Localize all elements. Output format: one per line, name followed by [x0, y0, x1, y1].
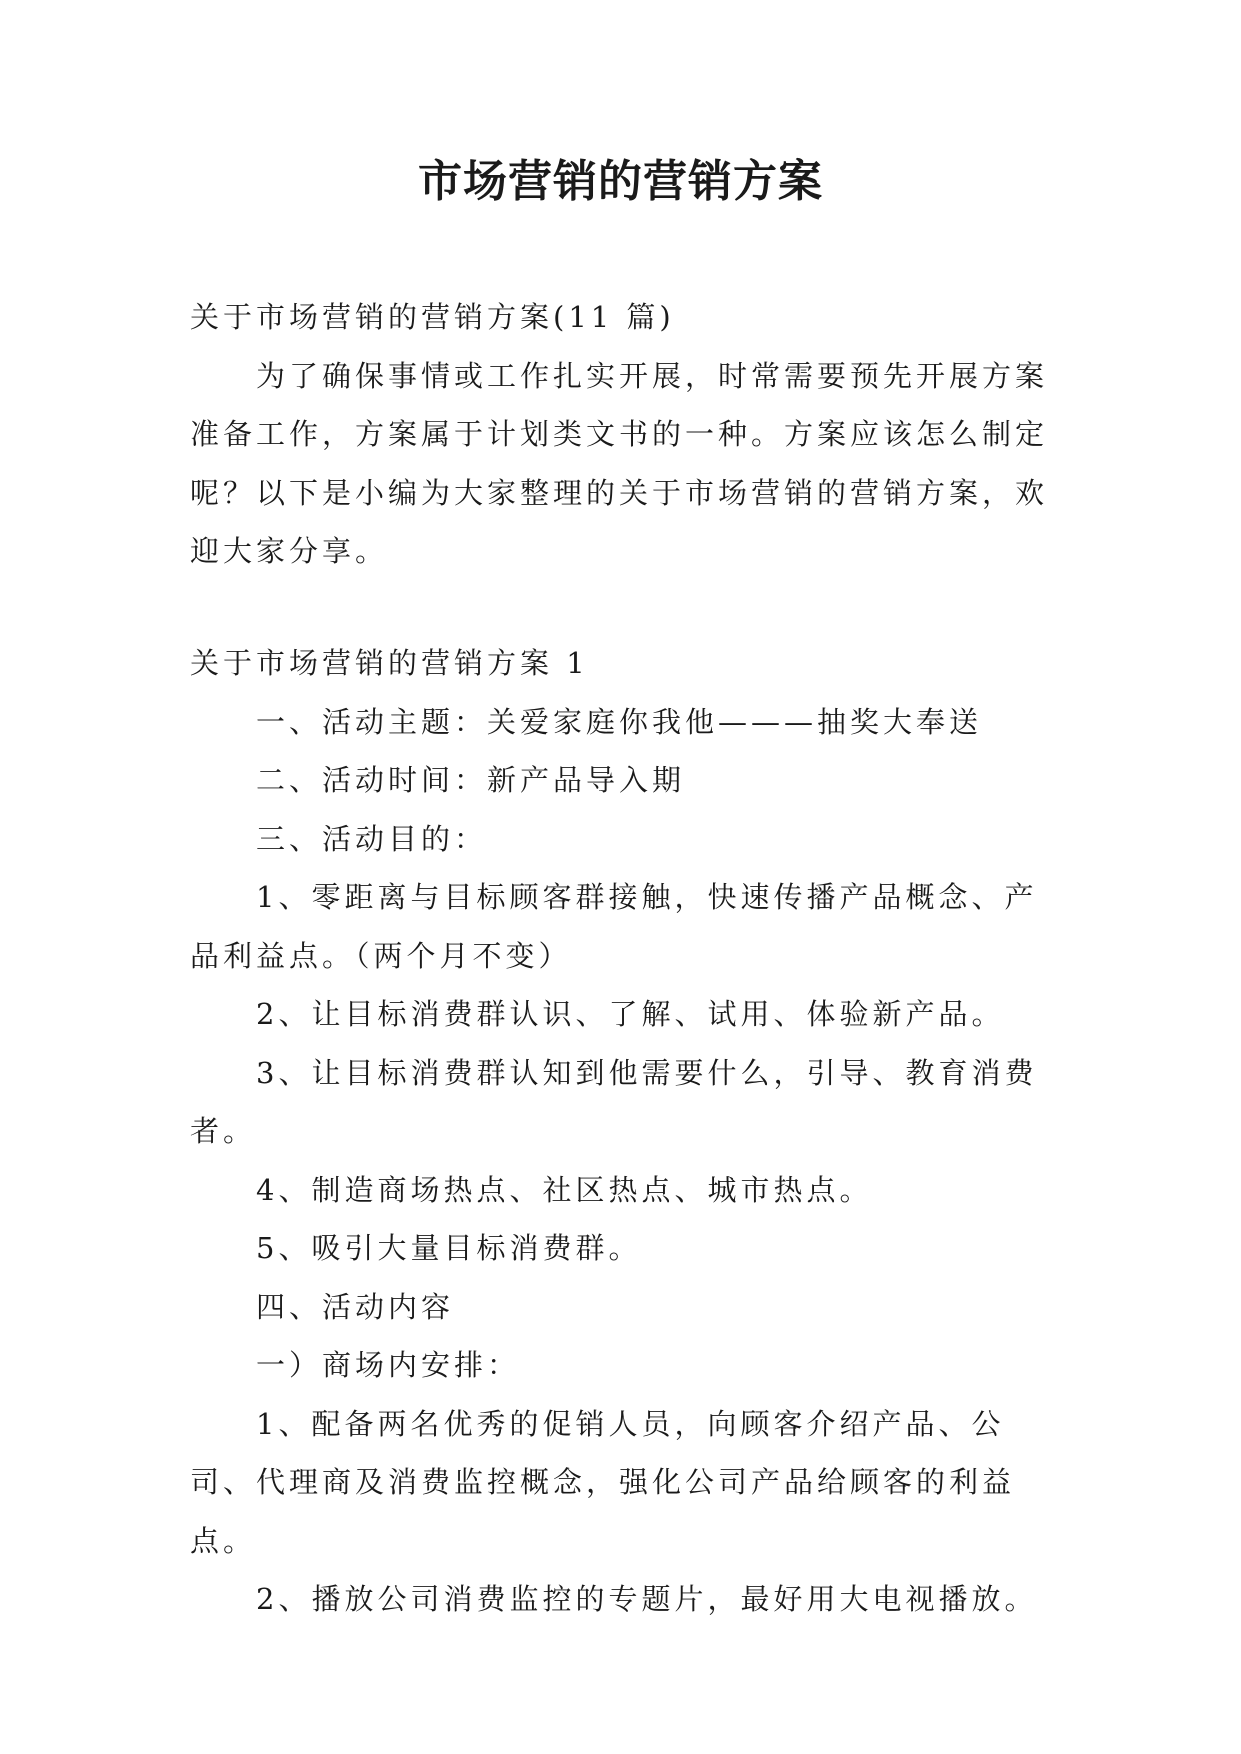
paragraph: 三、活动目的： [256, 821, 488, 856]
paragraph: 3、让目标消费群认知到他需要什么，引导、教育消费者。 [190, 1055, 1038, 1148]
section-heading: 关于市场营销的营销方案 1 [190, 646, 589, 680]
paragraph: 一）商场内安排： [256, 1348, 521, 1382]
paragraph: 二、活动时间：新产品导入期 [256, 763, 686, 797]
section-1 [190, 634, 1060, 1629]
document-title: 市场营销的营销方案 [418, 156, 823, 207]
intro-paragraph: 为了确保事情或工作扎实开展，时常需要预先开展方案准备工作，方案属于计划类文书的一种。方案应该怎么制定呢？以下是小编为大家整理的关于市场营销的营销方案，欢迎大家分享。 [190, 358, 1049, 568]
paragraph: 5、吸引大量目标消费群。 [256, 1231, 642, 1265]
paragraph: 2、让目标消费群认识、了解、试用、体验新产品。 [256, 997, 1005, 1031]
intro-heading: 关于市场营销的营销方案(11 篇) [190, 300, 675, 334]
paragraph: 1、配备两名优秀的促销人员，向顾客介绍产品、公司、代理商及消费监控概念，强化公司产品给顾客的利益点。 [190, 1406, 1016, 1558]
paragraph: 一、活动主题：关爱家庭你我他———抽奖大奉送 [256, 704, 983, 739]
paragraph: 4、制造商场热点、社区热点、城市热点。 [256, 1172, 873, 1207]
paragraph: 1、零距离与目标顾客群接触，快速传播产品概念、产品利益点。（两个月不变） [190, 880, 1038, 973]
paragraph: 四、活动内容 [256, 1289, 455, 1324]
paragraph: 2、播放公司消费监控的专题片，最好用大电视播放。 [256, 1582, 1038, 1616]
intro-section [190, 288, 1060, 581]
